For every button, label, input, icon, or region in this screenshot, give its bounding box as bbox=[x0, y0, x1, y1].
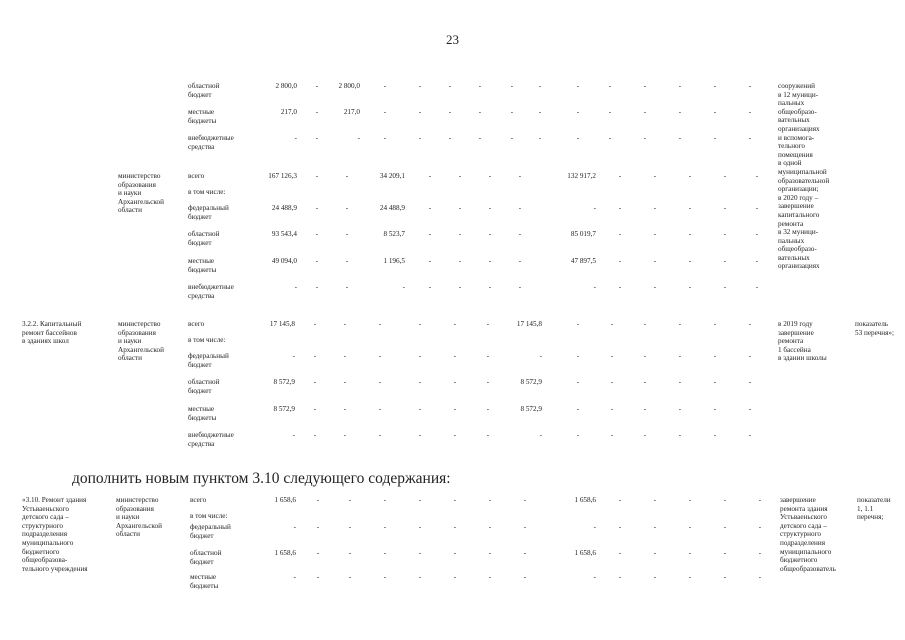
dash-cell: - bbox=[608, 134, 612, 142]
dash-cell: - bbox=[315, 134, 319, 142]
year-value: - bbox=[593, 573, 596, 581]
dash-cell: - bbox=[748, 431, 752, 439]
dash-cell: - bbox=[383, 134, 387, 142]
source-label: всего bbox=[190, 496, 207, 504]
total-value: - bbox=[292, 352, 295, 360]
dash-cell: - bbox=[345, 172, 349, 180]
dash-cell: - bbox=[488, 496, 492, 504]
source-label: в том числе: bbox=[188, 188, 226, 196]
dash-cell: - bbox=[688, 496, 692, 504]
dash-cell: - bbox=[523, 523, 527, 531]
dash-cell: - bbox=[610, 405, 614, 413]
dash-cell: - bbox=[755, 230, 759, 238]
dash-cell: - bbox=[448, 108, 452, 116]
dash-cell: - bbox=[348, 573, 352, 581]
dash-cell: - bbox=[610, 378, 614, 386]
dash-cell: - bbox=[755, 257, 759, 265]
dash-cell: - bbox=[523, 573, 527, 581]
dash-cell: - bbox=[618, 230, 622, 238]
dash-cell: - bbox=[313, 405, 317, 413]
dash-cell: - bbox=[748, 405, 752, 413]
total-value: 8 572,9 bbox=[273, 405, 295, 413]
dash-cell: - bbox=[678, 320, 682, 328]
dash-cell: - bbox=[576, 320, 580, 328]
total-value: 49 094,0 bbox=[271, 257, 297, 265]
total-value: - bbox=[294, 283, 297, 291]
dash-cell: - bbox=[343, 352, 347, 360]
dash-cell: - bbox=[538, 134, 542, 142]
year-value: 132 917,2 bbox=[567, 172, 596, 180]
dash-cell: - bbox=[608, 108, 612, 116]
dash-cell: - bbox=[523, 549, 527, 557]
year-value: 1 658,6 bbox=[574, 549, 596, 557]
dash-cell: - bbox=[458, 172, 462, 180]
source-label: областной бюджет bbox=[188, 378, 220, 395]
dash-cell: - bbox=[653, 523, 657, 531]
dash-cell: - bbox=[428, 257, 432, 265]
total-value: - bbox=[292, 431, 295, 439]
year-value: 8 523,7 bbox=[383, 230, 405, 238]
dash-cell: - bbox=[723, 283, 727, 291]
dash-cell: - bbox=[688, 204, 692, 212]
dash-cell: - bbox=[713, 352, 717, 360]
item-322-executor: министерство образования и науки Архангельской области bbox=[118, 320, 164, 363]
dash-cell: - bbox=[618, 496, 622, 504]
dash-cell: - bbox=[618, 283, 622, 291]
year-value: 1 196,5 bbox=[383, 257, 405, 265]
total-value: 217,0 bbox=[280, 108, 297, 116]
dash-cell: - bbox=[723, 496, 727, 504]
dash-cell: - bbox=[418, 573, 422, 581]
dash-cell: - bbox=[458, 283, 462, 291]
item-322-name: 3.2.2. Капитальный ремонт бассейнов в зданиях школ bbox=[22, 320, 82, 346]
dash-cell: - bbox=[643, 320, 647, 328]
result-text-a: сооружений в 12 муници- пальных общеобразо- вательных организациях и вспомога- тельного помещения в одной муниципальной образовательной организации; в 2020 году – завершение капитального ремонта в 32 муници- пальных общеобразо- вательных организациях bbox=[778, 82, 830, 271]
year-value: - bbox=[402, 283, 405, 291]
dash-cell: - bbox=[723, 257, 727, 265]
year-value: 1 658,6 bbox=[574, 496, 596, 504]
total-value: 8 572,9 bbox=[273, 378, 295, 386]
dash-cell: - bbox=[643, 352, 647, 360]
dash-cell: - bbox=[758, 573, 762, 581]
dash-cell: - bbox=[688, 172, 692, 180]
dash-cell: - bbox=[748, 352, 752, 360]
dash-cell: - bbox=[418, 549, 422, 557]
dash-cell: - bbox=[758, 496, 762, 504]
year-value: 8 572,9 bbox=[520, 405, 542, 413]
dash-cell: - bbox=[523, 496, 527, 504]
source-label: областной бюджет bbox=[188, 230, 220, 247]
dash-cell: - bbox=[518, 230, 522, 238]
dash-cell: - bbox=[688, 549, 692, 557]
year-value: - bbox=[357, 134, 360, 142]
dash-cell: - bbox=[678, 378, 682, 386]
source-label: всего bbox=[188, 320, 205, 328]
dash-cell: - bbox=[383, 108, 387, 116]
dash-cell: - bbox=[488, 573, 492, 581]
dash-cell: - bbox=[510, 108, 514, 116]
dash-cell: - bbox=[510, 82, 514, 90]
item-310-executor: министерство образования и науки Архангельской области bbox=[116, 496, 162, 539]
dash-cell: - bbox=[453, 496, 457, 504]
dash-cell: - bbox=[618, 257, 622, 265]
dash-cell: - bbox=[576, 134, 580, 142]
dash-cell: - bbox=[618, 172, 622, 180]
dash-cell: - bbox=[755, 283, 759, 291]
dash-cell: - bbox=[723, 204, 727, 212]
dash-cell: - bbox=[428, 172, 432, 180]
dash-cell: - bbox=[378, 320, 382, 328]
dash-cell: - bbox=[748, 108, 752, 116]
dash-cell: - bbox=[453, 573, 457, 581]
dash-cell: - bbox=[688, 257, 692, 265]
year-value: - bbox=[539, 431, 542, 439]
dash-cell: - bbox=[643, 134, 647, 142]
dash-cell: - bbox=[538, 82, 542, 90]
dash-cell: - bbox=[418, 134, 422, 142]
dash-cell: - bbox=[688, 283, 692, 291]
dash-cell: - bbox=[458, 257, 462, 265]
dash-cell: - bbox=[618, 523, 622, 531]
dash-cell: - bbox=[488, 204, 492, 212]
item-310-result: завершение ремонта здания Устьваеньского детского сада – структурного подразделения муниципального бюджетного общеобразователь bbox=[780, 496, 836, 573]
dash-cell: - bbox=[713, 134, 717, 142]
source-label: всего bbox=[188, 172, 205, 180]
dash-cell: - bbox=[345, 283, 349, 291]
total-value: 2 800,0 bbox=[275, 82, 297, 90]
dash-cell: - bbox=[418, 523, 422, 531]
dash-cell: - bbox=[518, 172, 522, 180]
year-value: - bbox=[593, 204, 596, 212]
total-value: 167 126,3 bbox=[268, 172, 297, 180]
source-label: в том числе: bbox=[188, 336, 226, 344]
dash-cell: - bbox=[755, 204, 759, 212]
dash-cell: - bbox=[478, 82, 482, 90]
dash-cell: - bbox=[383, 523, 387, 531]
dash-cell: - bbox=[315, 230, 319, 238]
dash-cell: - bbox=[538, 108, 542, 116]
dash-cell: - bbox=[678, 405, 682, 413]
dash-cell: - bbox=[428, 283, 432, 291]
dash-cell: - bbox=[713, 431, 717, 439]
item-322-result: в 2019 году завершение ремонта 1 бассейна в здании школы bbox=[778, 320, 827, 363]
source-label: областной бюджет bbox=[188, 82, 220, 99]
dash-cell: - bbox=[678, 431, 682, 439]
dash-cell: - bbox=[378, 352, 382, 360]
year-value: 85 019,7 bbox=[570, 230, 596, 238]
dash-cell: - bbox=[643, 378, 647, 386]
source-label: местные бюджеты bbox=[188, 108, 217, 125]
dash-cell: - bbox=[343, 320, 347, 328]
dash-cell: - bbox=[643, 82, 647, 90]
dash-cell: - bbox=[458, 230, 462, 238]
dash-cell: - bbox=[688, 230, 692, 238]
dash-cell: - bbox=[748, 82, 752, 90]
dash-cell: - bbox=[713, 108, 717, 116]
dash-cell: - bbox=[653, 257, 657, 265]
dash-cell: - bbox=[343, 378, 347, 386]
dash-cell: - bbox=[383, 496, 387, 504]
year-value: - bbox=[593, 283, 596, 291]
source-label: внебюджетные средства bbox=[188, 134, 234, 151]
dash-cell: - bbox=[486, 378, 490, 386]
year-value: 17 145,8 bbox=[516, 320, 542, 328]
year-value: 2 800,0 bbox=[338, 82, 360, 90]
dash-cell: - bbox=[316, 496, 320, 504]
dash-cell: - bbox=[315, 257, 319, 265]
dash-cell: - bbox=[428, 204, 432, 212]
dash-cell: - bbox=[345, 204, 349, 212]
dash-cell: - bbox=[488, 257, 492, 265]
dash-cell: - bbox=[478, 108, 482, 116]
item-310-name: «3.10. Ремонт здания Устьваеньского детского сада – структурного подразделения муниципального бюджетного общеобразова- тельного учреждения bbox=[22, 496, 88, 573]
year-value: 34 209,1 bbox=[379, 172, 405, 180]
dash-cell: - bbox=[428, 230, 432, 238]
source-label: местные бюджеты bbox=[188, 257, 217, 274]
dash-cell: - bbox=[418, 320, 422, 328]
dash-cell: - bbox=[348, 496, 352, 504]
dash-cell: - bbox=[713, 405, 717, 413]
dash-cell: - bbox=[488, 283, 492, 291]
dash-cell: - bbox=[678, 108, 682, 116]
total-value: 93 543,4 bbox=[271, 230, 297, 238]
dash-cell: - bbox=[653, 549, 657, 557]
dash-cell: - bbox=[458, 204, 462, 212]
dash-cell: - bbox=[723, 172, 727, 180]
year-value: 217,0 bbox=[343, 108, 360, 116]
dash-cell: - bbox=[315, 108, 319, 116]
dash-cell: - bbox=[653, 172, 657, 180]
dash-cell: - bbox=[510, 134, 514, 142]
year-value: - bbox=[593, 523, 596, 531]
dash-cell: - bbox=[618, 204, 622, 212]
dash-cell: - bbox=[453, 405, 457, 413]
dash-cell: - bbox=[618, 549, 622, 557]
dash-cell: - bbox=[418, 82, 422, 90]
dash-cell: - bbox=[343, 431, 347, 439]
dash-cell: - bbox=[723, 523, 727, 531]
dash-cell: - bbox=[316, 549, 320, 557]
dash-cell: - bbox=[315, 283, 319, 291]
dash-cell: - bbox=[418, 431, 422, 439]
dash-cell: - bbox=[316, 523, 320, 531]
dash-cell: - bbox=[378, 405, 382, 413]
year-value: 47 897,5 bbox=[570, 257, 596, 265]
dash-cell: - bbox=[313, 320, 317, 328]
dash-cell: - bbox=[488, 523, 492, 531]
dash-cell: - bbox=[453, 320, 457, 328]
dash-cell: - bbox=[643, 108, 647, 116]
dash-cell: - bbox=[576, 405, 580, 413]
source-label: местные бюджеты bbox=[190, 573, 219, 590]
dash-cell: - bbox=[453, 352, 457, 360]
dash-cell: - bbox=[453, 378, 457, 386]
executor-b: министерство образования и науки Архангельской области bbox=[118, 172, 164, 215]
dash-cell: - bbox=[488, 549, 492, 557]
total-value: - bbox=[294, 134, 297, 142]
dash-cell: - bbox=[313, 378, 317, 386]
dash-cell: - bbox=[610, 431, 614, 439]
dash-cell: - bbox=[418, 108, 422, 116]
total-value: 1 658,6 bbox=[274, 496, 296, 504]
year-value: 24 488,9 bbox=[379, 204, 405, 212]
dash-cell: - bbox=[518, 204, 522, 212]
dash-cell: - bbox=[348, 523, 352, 531]
dash-cell: - bbox=[608, 82, 612, 90]
amendment-heading: дополнить новым пунктом 3.10 следующего содержания: bbox=[72, 470, 451, 487]
dash-cell: - bbox=[618, 573, 622, 581]
dash-cell: - bbox=[610, 320, 614, 328]
dash-cell: - bbox=[315, 82, 319, 90]
source-label: внебюджетные средства bbox=[188, 283, 234, 300]
dash-cell: - bbox=[315, 204, 319, 212]
dash-cell: - bbox=[343, 405, 347, 413]
dash-cell: - bbox=[486, 431, 490, 439]
page-number: 23 bbox=[446, 32, 459, 47]
dash-cell: - bbox=[448, 134, 452, 142]
dash-cell: - bbox=[486, 405, 490, 413]
total-value: 24 488,9 bbox=[271, 204, 297, 212]
dash-cell: - bbox=[723, 573, 727, 581]
dash-cell: - bbox=[453, 523, 457, 531]
dash-cell: - bbox=[378, 431, 382, 439]
source-label: в том числе: bbox=[190, 512, 228, 520]
dash-cell: - bbox=[653, 573, 657, 581]
dash-cell: - bbox=[713, 320, 717, 328]
dash-cell: - bbox=[653, 204, 657, 212]
dash-cell: - bbox=[610, 352, 614, 360]
source-label: федеральный бюджет bbox=[190, 523, 231, 540]
dash-cell: - bbox=[576, 108, 580, 116]
dash-cell: - bbox=[518, 257, 522, 265]
dash-cell: - bbox=[688, 523, 692, 531]
dash-cell: - bbox=[713, 82, 717, 90]
source-label: федеральный бюджет bbox=[188, 204, 229, 221]
dash-cell: - bbox=[486, 320, 490, 328]
dash-cell: - bbox=[723, 230, 727, 238]
dash-cell: - bbox=[488, 172, 492, 180]
dash-cell: - bbox=[678, 134, 682, 142]
dash-cell: - bbox=[383, 549, 387, 557]
dash-cell: - bbox=[688, 573, 692, 581]
dash-cell: - bbox=[653, 283, 657, 291]
dash-cell: - bbox=[378, 378, 382, 386]
dash-cell: - bbox=[488, 230, 492, 238]
total-value: 1 658,6 bbox=[274, 549, 296, 557]
dash-cell: - bbox=[643, 405, 647, 413]
dash-cell: - bbox=[478, 134, 482, 142]
dash-cell: - bbox=[345, 257, 349, 265]
dash-cell: - bbox=[653, 230, 657, 238]
dash-cell: - bbox=[383, 573, 387, 581]
year-value: - bbox=[539, 352, 542, 360]
dash-cell: - bbox=[315, 172, 319, 180]
source-label: местные бюджеты bbox=[188, 405, 217, 422]
dash-cell: - bbox=[713, 378, 717, 386]
dash-cell: - bbox=[316, 573, 320, 581]
dash-cell: - bbox=[758, 549, 762, 557]
dash-cell: - bbox=[418, 352, 422, 360]
dash-cell: - bbox=[576, 352, 580, 360]
dash-cell: - bbox=[748, 320, 752, 328]
source-label: внебюджетные средства bbox=[188, 431, 234, 448]
dash-cell: - bbox=[348, 549, 352, 557]
year-value: 8 572,9 bbox=[520, 378, 542, 386]
item-322-indicator: показатель 53 перечня»; bbox=[855, 320, 894, 337]
dash-cell: - bbox=[313, 352, 317, 360]
dash-cell: - bbox=[723, 549, 727, 557]
dash-cell: - bbox=[518, 283, 522, 291]
dash-cell: - bbox=[313, 431, 317, 439]
dash-cell: - bbox=[418, 378, 422, 386]
total-value: - bbox=[293, 573, 296, 581]
total-value: - bbox=[293, 523, 296, 531]
dash-cell: - bbox=[453, 431, 457, 439]
dash-cell: - bbox=[345, 230, 349, 238]
source-label: федеральный бюджет bbox=[188, 352, 229, 369]
item-310-indicator: показатели 1, 1.1 перечня; bbox=[857, 496, 891, 522]
dash-cell: - bbox=[486, 352, 490, 360]
total-value: 17 145,8 bbox=[269, 320, 295, 328]
dash-cell: - bbox=[448, 82, 452, 90]
dash-cell: - bbox=[748, 134, 752, 142]
dash-cell: - bbox=[748, 378, 752, 386]
dash-cell: - bbox=[643, 431, 647, 439]
source-label: областной бюджет bbox=[190, 549, 222, 566]
dash-cell: - bbox=[755, 172, 759, 180]
dash-cell: - bbox=[383, 82, 387, 90]
dash-cell: - bbox=[678, 82, 682, 90]
dash-cell: - bbox=[576, 431, 580, 439]
dash-cell: - bbox=[678, 352, 682, 360]
dash-cell: - bbox=[418, 405, 422, 413]
dash-cell: - bbox=[653, 496, 657, 504]
dash-cell: - bbox=[576, 378, 580, 386]
dash-cell: - bbox=[576, 82, 580, 90]
dash-cell: - bbox=[758, 523, 762, 531]
dash-cell: - bbox=[418, 496, 422, 504]
dash-cell: - bbox=[453, 549, 457, 557]
